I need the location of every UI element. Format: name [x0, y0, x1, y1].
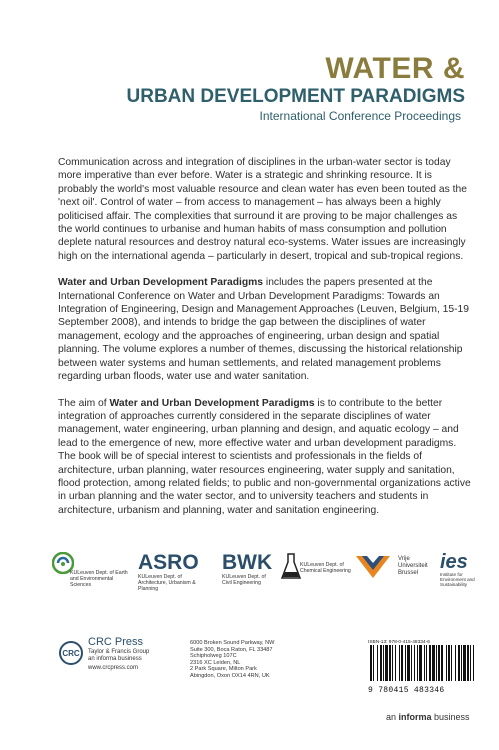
- informa-tagline: an informa business: [386, 712, 470, 722]
- ies-logo: ies Institute for Environment and Sustainability: [440, 551, 475, 588]
- barcode-bar: [436, 645, 437, 681]
- barcode-bar: [461, 645, 462, 681]
- body-text: [58, 156, 471, 530]
- barcode-bar: [395, 645, 396, 681]
- kuleuven-earth-logo: KULeuven Dept. of Earth and Environmental Sciences: [52, 552, 122, 579]
- chemistry-flask-icon: [280, 552, 302, 582]
- barcode-bar: [463, 645, 466, 681]
- barcode-bar: [392, 645, 393, 681]
- subtitle: International Conference Proceedings: [259, 109, 461, 123]
- barcode-bar: [377, 645, 378, 681]
- barcode-bar: [455, 645, 456, 681]
- barcode-bar: [399, 645, 400, 681]
- barcode-bar: [407, 645, 410, 681]
- barcode-bar: [414, 645, 415, 681]
- barcode-bar: [458, 645, 460, 681]
- barcode-bar: [380, 645, 382, 681]
- paragraph-1: Communication across and integration of disciplines in the urban-water sector is today more imperative than ever before. Water is a strategic and shrinking resource. It is probably the world's most valuable resource and clean water has even been touted as the 'next oil'. Control of water – from access to management – has always been a highly politicised affair. The complexities that surround it are proving to be major challenges as the world continues to urbanise and human habits of mass consumption and pollution deplete natural resources and destroy natural eco-systems. Water issues are increasingly high on the international agenda – particularly in desert, tropical and sub-tropical regions.: [58, 157, 467, 262]
- title-line-2: URBAN DEVELOPMENT PARADIGMS: [126, 86, 465, 107]
- barcode-bar: [432, 645, 435, 681]
- crc-press-logo: CRC CRC Press Taylor & Francis Group an informa business www.crcpress.com: [58, 636, 218, 686]
- barcode-bar: [401, 645, 403, 681]
- barcode-bar: [389, 645, 391, 681]
- barcode-bar: [417, 645, 418, 681]
- barcode-bar: [373, 645, 374, 681]
- barcode-bar: [405, 645, 406, 681]
- bwk-logo: BWK KULeuven Dept. of Civil Engineering: [222, 551, 273, 586]
- crc-press-emblem-icon: [58, 640, 84, 666]
- barcode-bar: [470, 645, 471, 681]
- svg-text:CRC: CRC: [62, 649, 80, 658]
- barcode-bar: [448, 645, 450, 681]
- paragraph-2: Water and Urban Development Paradigms includes the papers presented at the International Conference on Water and Urban Development Paradigms: Towards an Integration of Engineering, Design and Management Approaches (Leuven, Belgium, 15-19 September 2008), and intends to bridge the gap between the disciplines of water management, ecology and the approaches of engineering, urban design and spatial planning. The volume explores a number of themes, discussing the historical relationship between water systems and human settlements, and related management problems regarding urban floods, water use and water sanitation.: [58, 277, 470, 383]
- barcode-bar: [385, 645, 388, 681]
- asro-logo: ASRO KULeuven Dept. of Architecture, Urbanism & Planning: [138, 551, 199, 592]
- vub-logo: Vrije Universiteit Brussel: [352, 552, 432, 587]
- barcode-bar: [473, 645, 474, 681]
- paragraph-3: The aim of Water and Urban Development Paradigms is to contribute to the better integration of approaches currently considered in the separate disciplines of water management, water engineering, urban planning and design, and aquatic ecology – and lead to the emergence of new, more effective water and urban development paradigms. The book will be of special interest to scientists and professionals in the fields of architecture, urban planning, water resources engineering, water supply and sanitation, flood protection, among related fields; to public and non-governmental organizations active in urban planning and the water sector, and to university teachers and students in architecture, urbanism and planning, water and sanitation engineering.: [58, 397, 471, 516]
- title-line-1: WATER &: [325, 52, 465, 85]
- barcode-bar: [411, 645, 412, 681]
- barcode-bar: [451, 645, 452, 681]
- barcode-bars: [368, 645, 476, 681]
- barcode-bar: [438, 645, 440, 681]
- kuleuven-chem-logo: KULeuven Dept. of Chemical Engineering: [280, 552, 360, 587]
- barcode-bar: [426, 645, 427, 681]
- barcode-bar: [383, 645, 384, 681]
- barcode-bar: [424, 645, 425, 681]
- institution-logos: [52, 552, 482, 612]
- barcode-bar: [370, 645, 372, 681]
- isbn-barcode: ISBN-13: 978-0-415-48334-6 9 780415 483346: [368, 640, 478, 698]
- barcode-bar: [446, 645, 447, 681]
- barcode-bar: [467, 645, 469, 681]
- barcode-bar: [419, 645, 422, 681]
- publisher-address: 6000 Broken Sound Parkway, NW Suite 300, Boca Raton, FL 33487 Schipholweg 107C 2316 XC Leiden, NL 2 Park Square, Milton Park Abingdon, Oxon OX14 4RN, UK: [190, 640, 275, 679]
- barcode-bar: [441, 645, 443, 681]
- barcode-bar: [429, 645, 431, 681]
- vub-emblem-icon: [352, 552, 394, 582]
